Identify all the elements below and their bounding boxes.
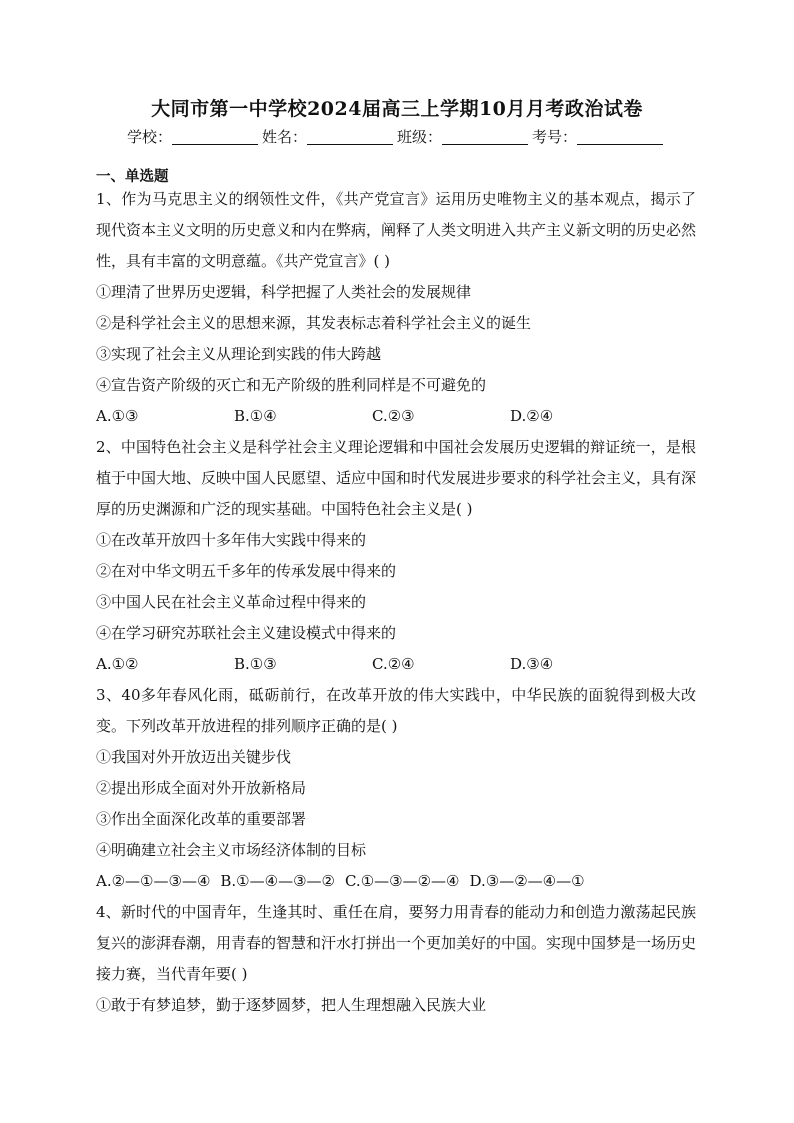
question-stem: 4、新时代的中国青年，生逢其时、重任在肩，要努力用青春的能动力和创造力激荡起民族复兴的澎湃春潮，用青春的智慧和汗水打拼出一个更加美好的中国。实现中国梦是一场历史接力赛，当代青年要( ) bbox=[96, 903, 697, 983]
question-3 bbox=[96, 680, 696, 897]
choice-c[interactable]: C.①—③—②—④ bbox=[344, 872, 460, 890]
question-stem: 3、40多年春风化雨，砥砺前行，在改革开放的伟大实践中，中华民族的面貌得到极大改变。下列改革开放进程的排列顺序正确的是( ) bbox=[96, 686, 696, 735]
statement-option: ①敢于有梦追梦，勤于逐梦圆梦，把人生理想融入民族大业 bbox=[96, 996, 487, 1014]
statement-option: ④宣告资产阶级的灭亡和无产阶级的胜利同样是不可避免的 bbox=[96, 376, 487, 394]
class-label: 班级： bbox=[397, 128, 443, 146]
school-label: 学校： bbox=[126, 128, 172, 146]
choice-b[interactable]: B.①—④—③—② bbox=[220, 872, 335, 890]
choice-a[interactable]: A.①③ bbox=[96, 407, 139, 425]
student-info-line bbox=[0, 126, 794, 147]
statement-option: ④在学习研究苏联社会主义建设模式中得来的 bbox=[96, 624, 397, 642]
school-blank[interactable] bbox=[172, 128, 258, 145]
choice-d[interactable]: D.③—②—④—① bbox=[469, 872, 585, 890]
statement-option: ②是科学社会主义的思想来源，其发表标志着科学社会主义的诞生 bbox=[96, 314, 532, 332]
choice-c[interactable]: C.②③ bbox=[372, 407, 415, 425]
name-blank[interactable] bbox=[307, 128, 393, 145]
statement-option: ①理清了世界历史逻辑，科学把握了人类社会的发展规律 bbox=[96, 283, 472, 301]
statement-option: ②提出形成全面对外开放新格局 bbox=[96, 779, 307, 797]
statement-option: ②在对中华文明五千多年的传承发展中得来的 bbox=[96, 562, 397, 580]
statement-option: ③中国人民在社会主义革命过程中得来的 bbox=[96, 593, 367, 611]
choice-d[interactable]: D.③④ bbox=[510, 655, 554, 673]
statement-option: ③作出全面深化改革的重要部署 bbox=[96, 810, 307, 828]
choice-d[interactable]: D.②④ bbox=[510, 407, 554, 425]
answer-choices bbox=[96, 401, 696, 432]
statement-option: ①我国对外开放迈出关键步伐 bbox=[96, 748, 292, 766]
choice-c[interactable]: C.②④ bbox=[372, 655, 415, 673]
questions-list bbox=[96, 184, 696, 1021]
class-blank[interactable] bbox=[442, 128, 528, 145]
exam-number-label: 考号： bbox=[532, 128, 578, 146]
question-1 bbox=[96, 184, 696, 432]
exam-title: 大同市第一中学校2024届高三上学期10月月考政治试卷 bbox=[151, 98, 643, 120]
choice-b[interactable]: B.①③ bbox=[234, 655, 277, 673]
name-label: 姓名： bbox=[261, 128, 307, 146]
question-2 bbox=[96, 432, 696, 680]
answer-choices bbox=[96, 866, 696, 897]
choice-b[interactable]: B.①④ bbox=[234, 407, 277, 425]
choice-a[interactable]: A.①② bbox=[96, 655, 139, 673]
section-title: 一、单选题 bbox=[96, 168, 169, 185]
question-stem: 1、作为马克思主义的纲领性文件，《共产党宣言》运用历史唯物主义的基本观点，揭示了现代资本主义文明的历史意义和内在弊病，阐释了人类文明进入共产主义新文明的历史必然性，具有丰富的文明意蕴。《共产党宣言》( ) bbox=[96, 190, 697, 270]
statement-option: ①在改革开放四十多年伟大实践中得来的 bbox=[96, 531, 367, 549]
question-4 bbox=[96, 897, 696, 1021]
statement-option: ③实现了社会主义从理论到实践的伟大跨越 bbox=[96, 345, 382, 363]
answer-choices bbox=[96, 649, 696, 680]
statement-option: ④明确建立社会主义市场经济体制的目标 bbox=[96, 841, 367, 859]
question-stem: 2、中国特色社会主义是科学社会主义理论逻辑和中国社会发展历史逻辑的辩证统一，是根植于中国大地、反映中国人民愿望、适应中国和时代发展进步要求的科学社会主义，具有深厚的历史渊源和广泛的现实基础。中国特色社会主义是( ) bbox=[96, 438, 697, 518]
exam-number-blank[interactable] bbox=[577, 128, 663, 145]
choice-a[interactable]: A.②—①—③—④ bbox=[96, 872, 211, 890]
